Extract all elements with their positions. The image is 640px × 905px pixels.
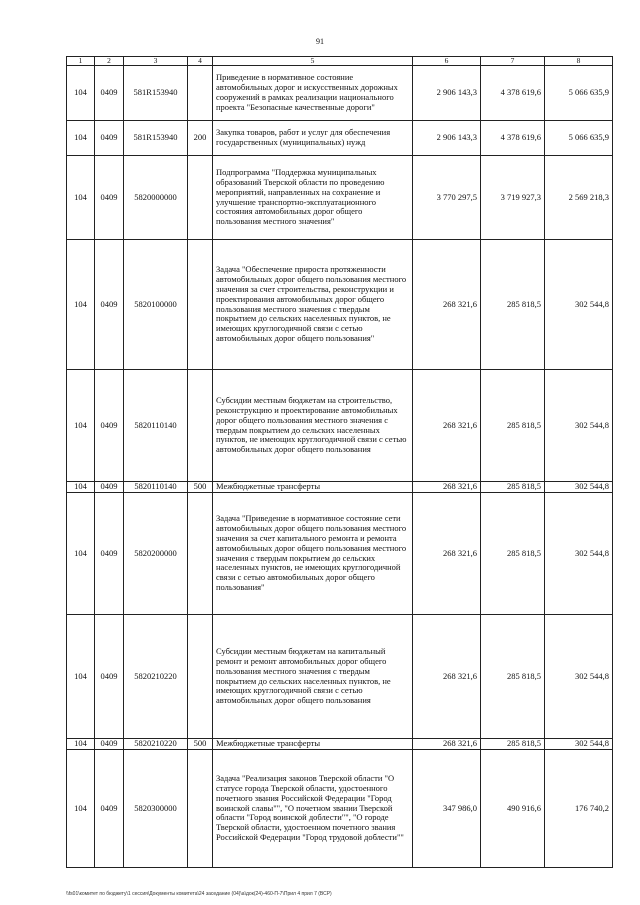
row-cell-amount-1: 268 321,6: [413, 739, 481, 750]
row-cell-description: Межбюджетные трансферты: [213, 482, 413, 493]
row-cell-expense-type: [188, 66, 213, 121]
row-cell-amount-3: 5 066 635,9: [545, 121, 613, 156]
table-row: [67, 156, 613, 240]
column-header-6: 6: [413, 57, 481, 66]
row-cell-subsection: 0409: [95, 121, 124, 156]
row-cell-target-code: 5820210220: [124, 615, 188, 739]
row-cell-section: 104: [67, 66, 95, 121]
row-cell-section: 104: [67, 739, 95, 750]
row-cell-section: 104: [67, 240, 95, 370]
row-cell-subsection: 0409: [95, 482, 124, 493]
row-cell-amount-2: 285 818,5: [481, 482, 545, 493]
row-cell-description: Задача "Обеспечение прироста протяженности автомобильных дорог общего пользования местного значения за счет строительства, реконструкции и проектирования автомобильных дорог общего пользования местного значения с твердым покрытием до сельских населенных пунктов, не имеющих круглогодичной связи с сетью автомобильных дорог общего пользования": [213, 240, 413, 370]
row-cell-description: Закупка товаров, работ и услуг для обеспечения государственных (муниципальных) нужд: [213, 121, 413, 156]
row-cell-section: 104: [67, 482, 95, 493]
row-cell-section: 104: [67, 121, 95, 156]
row-cell-target-code: 5820000000: [124, 156, 188, 240]
column-header-5: 5: [213, 57, 413, 66]
row-cell-amount-2: 285 818,5: [481, 739, 545, 750]
row-cell-amount-3: 176 740,2: [545, 750, 613, 868]
row-cell-description: Приведение в нормативное состояние автомобильных дорог и искусственных дорожных сооружений в рамках реализации национального проекта "Безопасные качественные дороги": [213, 66, 413, 121]
row-cell-description: Межбюджетные трансферты: [213, 739, 413, 750]
row-cell-amount-1: 268 321,6: [413, 240, 481, 370]
row-cell-expense-type: [188, 750, 213, 868]
column-header-3: 3: [124, 57, 188, 66]
table-header: [67, 57, 613, 66]
table-row: [67, 739, 613, 750]
row-cell-expense-type: 500: [188, 739, 213, 750]
column-header-7: 7: [481, 57, 545, 66]
row-cell-expense-type: 200: [188, 121, 213, 156]
row-cell-section: 104: [67, 156, 95, 240]
row-cell-subsection: 0409: [95, 66, 124, 121]
row-cell-amount-1: 268 321,6: [413, 493, 481, 615]
row-cell-amount-3: 2 569 218,3: [545, 156, 613, 240]
row-cell-amount-3: 302 544,8: [545, 240, 613, 370]
row-cell-amount-1: 268 321,6: [413, 370, 481, 482]
budget-table: [66, 56, 613, 868]
table-body: [67, 66, 613, 868]
row-cell-amount-2: 285 818,5: [481, 493, 545, 615]
row-cell-target-code: 5820200000: [124, 493, 188, 615]
row-cell-target-code: 5820110140: [124, 370, 188, 482]
row-cell-section: 104: [67, 615, 95, 739]
page-number: 91: [316, 37, 324, 46]
row-cell-subsection: 0409: [95, 240, 124, 370]
row-cell-amount-3: 302 544,8: [545, 370, 613, 482]
row-cell-subsection: 0409: [95, 156, 124, 240]
row-cell-target-code: 5820110140: [124, 482, 188, 493]
row-cell-amount-2: 490 916,6: [481, 750, 545, 868]
footer-file-path: \\fs01\комитет по бюджету\1 сессия\Документы комитета\24 заседание (04)\а\док(24)-460-П-7\Прил 4 прил 7 (ВСР): [66, 891, 332, 897]
row-cell-expense-type: [188, 493, 213, 615]
row-cell-target-code: 5820100000: [124, 240, 188, 370]
row-cell-description: Субсидии местным бюджетам на капитальный ремонт и ремонт автомобильных дорог общего пользования местного значения с твердым покрытием до сельских населенных пунктов, не имеющих круглогодичной связи с сетью автомобильных дорог общего пользования: [213, 615, 413, 739]
table-row: [67, 66, 613, 121]
row-cell-description: Подпрограмма "Поддержка муниципальных образований Тверской области по проведению мероприятий, направленных на сохранение и улучшение транспортно-эксплуатационного состояния автомобильных дорог общего пользования местного значения": [213, 156, 413, 240]
row-cell-amount-3: 302 544,8: [545, 739, 613, 750]
table-row: [67, 493, 613, 615]
row-cell-subsection: 0409: [95, 370, 124, 482]
row-cell-section: 104: [67, 750, 95, 868]
row-cell-section: 104: [67, 370, 95, 482]
row-cell-target-code: 5820210220: [124, 739, 188, 750]
row-cell-amount-1: 2 906 143,3: [413, 66, 481, 121]
row-cell-subsection: 0409: [95, 739, 124, 750]
row-cell-amount-1: 3 770 297,5: [413, 156, 481, 240]
row-cell-expense-type: [188, 370, 213, 482]
row-cell-amount-2: 4 378 619,6: [481, 121, 545, 156]
row-cell-expense-type: [188, 240, 213, 370]
row-cell-amount-3: 5 066 635,9: [545, 66, 613, 121]
row-cell-expense-type: [188, 156, 213, 240]
row-cell-amount-1: 2 906 143,3: [413, 121, 481, 156]
row-cell-section: 104: [67, 493, 95, 615]
header-row: [67, 57, 613, 66]
row-cell-expense-type: [188, 615, 213, 739]
row-cell-target-code: 581R153940: [124, 66, 188, 121]
row-cell-amount-1: 268 321,6: [413, 615, 481, 739]
row-cell-subsection: 0409: [95, 493, 124, 615]
row-cell-amount-2: 285 818,5: [481, 615, 545, 739]
row-cell-subsection: 0409: [95, 615, 124, 739]
row-cell-amount-2: 285 818,5: [481, 240, 545, 370]
row-cell-description: Задача "Реализация законов Тверской области "О статусе города Тверской области, удостоенного почетного звания Российской Федерации "Город воинской славы"", "О почетном звании Тверской области "Город воинской доблести"", "О городе Тверской области, удостоенном почетного звания Российской Федерации "Город трудовой доблести"": [213, 750, 413, 868]
row-cell-target-code: 581R153940: [124, 121, 188, 156]
row-cell-subsection: 0409: [95, 750, 124, 868]
row-cell-amount-2: 285 818,5: [481, 370, 545, 482]
row-cell-amount-1: 268 321,6: [413, 482, 481, 493]
row-cell-expense-type: 500: [188, 482, 213, 493]
row-cell-amount-1: 347 986,0: [413, 750, 481, 868]
row-cell-amount-3: 302 544,8: [545, 493, 613, 615]
column-header-4: 4: [188, 57, 213, 66]
column-header-8: 8: [545, 57, 613, 66]
row-cell-target-code: 5820300000: [124, 750, 188, 868]
row-cell-description: Задача "Приведение в нормативное состояние сети автомобильных дорог общего пользования местного значения за счет капитального ремонта и ремонта автомобильных дорог общего пользования местного значения с твердым покрытием до сельских населенных пунктов, не имеющих круглогодичной связи с сетью автомобильных дорог общего пользования": [213, 493, 413, 615]
row-cell-amount-2: 3 719 927,3: [481, 156, 545, 240]
column-header-2: 2: [95, 57, 124, 66]
table-row: [67, 240, 613, 370]
row-cell-amount-3: 302 544,8: [545, 482, 613, 493]
table-row: [67, 615, 613, 739]
row-cell-description: Субсидии местным бюджетам на строительство, реконструкцию и проектирование автомобильных дорог общего пользования местного значения с твердым покрытием до сельских населенных пунктов, не имеющих круглогодичной связи с сетью автомобильных дорог общего пользования: [213, 370, 413, 482]
table-row: [67, 482, 613, 493]
table-row: [67, 750, 613, 868]
row-cell-amount-2: 4 378 619,6: [481, 66, 545, 121]
table-row: [67, 370, 613, 482]
row-cell-amount-3: 302 544,8: [545, 615, 613, 739]
table-row: [67, 121, 613, 156]
column-header-1: 1: [67, 57, 95, 66]
